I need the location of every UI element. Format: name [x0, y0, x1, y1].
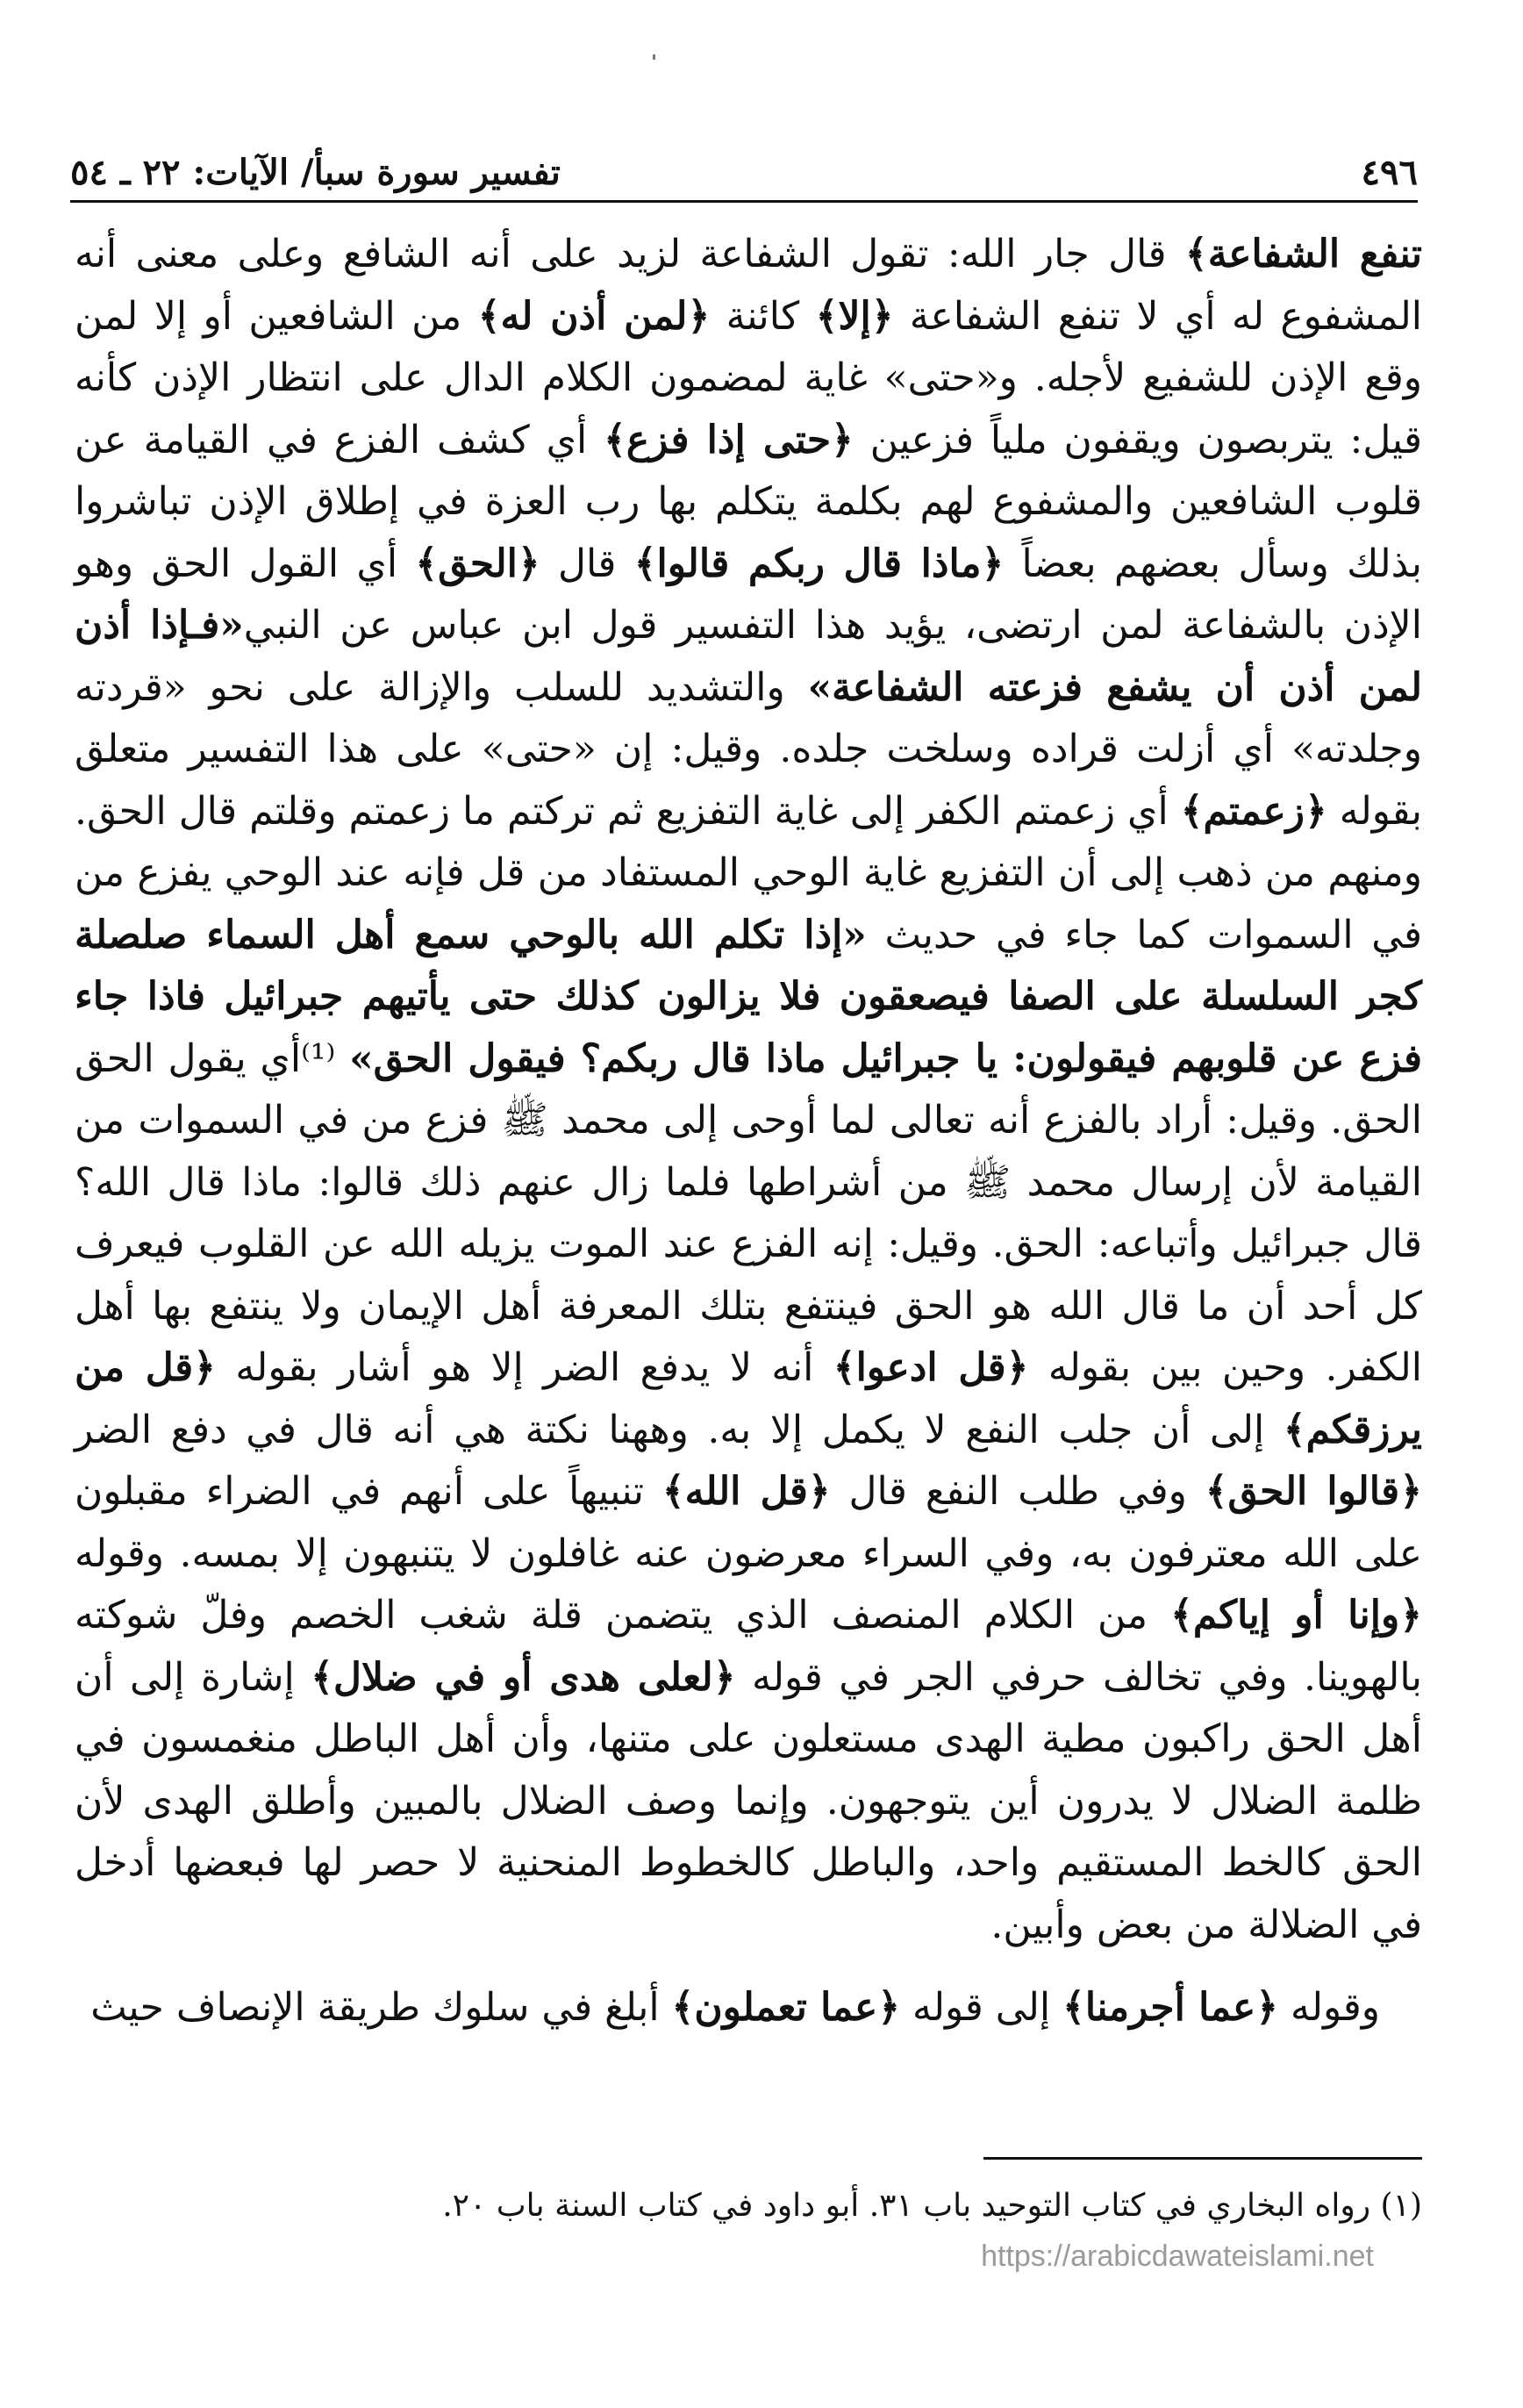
main-text [75, 224, 1422, 2039]
quoted-phrase: ﴿زعمتم﴾ [1180, 788, 1327, 834]
quoted-phrase: ﴿عما تعملون﴾ [671, 1985, 901, 2030]
quoted-phrase: ﴿قل من يرزقكم﴾ [75, 1345, 1422, 1452]
page-number: ٤٩٦ [1361, 152, 1418, 193]
quoted-phrase: «فـإذا أذن لمن أذن أن يشفع فزعته الشفاعة» [75, 603, 1423, 710]
text-run: كائنة [710, 293, 816, 339]
quoted-phrase: «إذا تكلم الله بالوحي سمع أهل السماء صلصلة كجر السلسلة على الصفا فيصعقون فلا يزالون كذلك حتى يأتيهم جبرائيل فاذا جاء فزع عن قلوبهم فيقولون: يا جبرائيل ماذا قال ربكم؟ فيقول الحق» [75, 912, 1422, 1081]
header-rule [70, 200, 1418, 203]
quoted-phrase: ﴿قل ادعوا﴾ [833, 1345, 1029, 1390]
text-run: ⁽¹⁾أي يقول الحق الحق. وقيل: أراد بالفزع أنه تعالى لما أوحى إلى محمد ﷺ فزع من في السموات من القيامة لأن إرسال محمد ﷺ من أشراطها فلما زال عنهم ذلك قالوا: ماذا قال الله؟ قال جبرائيل وأتباعه: الحق. وقيل: إنه الفزع عند الموت يزيله الله عن القلوب فيعرف كل أحد أن ما قال الله هو الحق فينتفع بتلك المعرفة أهل الإيمان ولا ينتفع بها أهل الكفر. وحين بين بقوله [75, 1036, 1422, 1390]
text-run: أنه لا يدفع الضر إلا هو أشار بقوله [215, 1345, 833, 1390]
text-run: تنبيهاً على أنهم في الضراء مقبلون على الله معترفون به، وفي السراء معرضون عنه غافلون لا يتنبهون إلا بمسه. وقوله [75, 1469, 1422, 1576]
text-run: أي زعمتم الكفر إلى غاية التفزيع ثم تركتم ما زعمتم وقلتم قال الحق. ومنهم من ذهب إلى أن التفزيع غاية الوحي المستفاد من قل فإنه عند الوحي يفزع من في السموات كما جاء في حديث [75, 788, 1422, 957]
paragraph-1 [75, 224, 1422, 1956]
text-run: أي كشف الفزع في القيامة عن قلوب الشافعين والمشفوع لهم بكلمة يتكلم بها رب العزة في إطلاق الإذن تباشروا بذلك وسأل بعضهم بعضاً [75, 417, 1422, 586]
quoted-phrase: ﴿الحق﴾ [415, 541, 540, 586]
quoted-phrase: ﴿قالوا الحق﴾ [1205, 1469, 1422, 1514]
footnote: (١) رواه البخاري في كتاب التوحيد باب ٣١. أبو داود في كتاب السنة باب ٢٠. [442, 2188, 1422, 2224]
text-run: من الكلام المنصف الذي يتضمن قلة شغب الخصم وفلّ شوكته بالهوينا. وفي تخالف حرفي الجر في قوله [75, 1593, 1422, 1700]
quoted-phrase: ﴿لعلى هدى أو في ضلال﴾ [311, 1654, 736, 1700]
text-run: قال جار الله: تقول الشفاعة لزيد على أنه الشافع وعلى معنى أنه المشفوع له أي لا تنفع الشفاعة [75, 232, 1422, 339]
quoted-phrase: ﴿حتى إذا فزع﴾ [604, 417, 854, 462]
text-run: وقوله [1278, 1985, 1380, 2030]
quoted-phrase: ﴿وإنا أو إياكم﴾ [1170, 1593, 1423, 1638]
running-title: تفسير سورة سبأ/ الآيات: ٢٢ ـ ٥٤ [70, 152, 561, 193]
text-run: قال [540, 541, 634, 586]
text-run: أبلغ في سلوك طريقة الإنصاف حيث [90, 1985, 672, 2030]
page-header [70, 132, 1418, 193]
text-run: إلى أن جلب النفع لا يكمل إلا به. وههنا نكتة هي أنه قال في دفع الضر [75, 1407, 1283, 1452]
quoted-phrase: ﴿ماذا قال ربكم قالوا﴾ [633, 541, 1005, 586]
text-run: وفي طلب النفع قال [830, 1469, 1205, 1514]
watermark-url: https://arabicdawateislami.net [981, 2240, 1374, 2273]
footnote-rule [983, 2157, 1422, 2160]
quoted-phrase: ﴿عما أجرمنا﴾ [1062, 1985, 1278, 2030]
quoted-phrase: ﴿قل الله﴾ [661, 1469, 831, 1514]
text-run: أي القول الحق وهو الإذن بالشفاعة لمن ارتضى، يؤيد هذا التفسير قول ابن عباس عن النبي [75, 541, 1422, 648]
quoted-phrase: ﴿لمن أذن له﴾ [477, 293, 711, 339]
text-run: والتشديد للسلب والإزالة على نحو «قردته وجلدته» أي أزلت قراده وسلخت جلده. وقيل: إن «حتى» على هذا التفسير متعلق بقوله [75, 664, 1423, 834]
quoted-phrase: ﴿إلا﴾ [815, 293, 894, 339]
scan-speck [653, 54, 655, 60]
text-run: إلى قوله [900, 1985, 1063, 2030]
paragraph-2 [75, 1977, 1422, 2039]
text-run: من الشافعين أو إلا لمن وقع الإذن للشفيع لأجله. و«حتى» غاية لمضمون الكلام الدال على انتظار الإذن كأنه قيل: يتربصون ويقفون ملياً فزعين [75, 293, 1423, 462]
quoted-phrase: تنفع الشفاعة﴾ [1184, 232, 1422, 276]
text-run: إشارة إلى أن أهل الحق راكبون مطية الهدى مستعلون على متنها، وأن أهل الباطل منغمسون في ظلمة الضلال لا يدرون أين يتوجهون. وإنما وصف الضلال بالمبين وأطلق الهدى لأن الحق كالخط المستقيم واحد، والباطل كالخطوط المنحنية لا حصر لها فبعضها أدخل في الضلالة من بعض وأبين. [75, 1654, 1422, 1947]
